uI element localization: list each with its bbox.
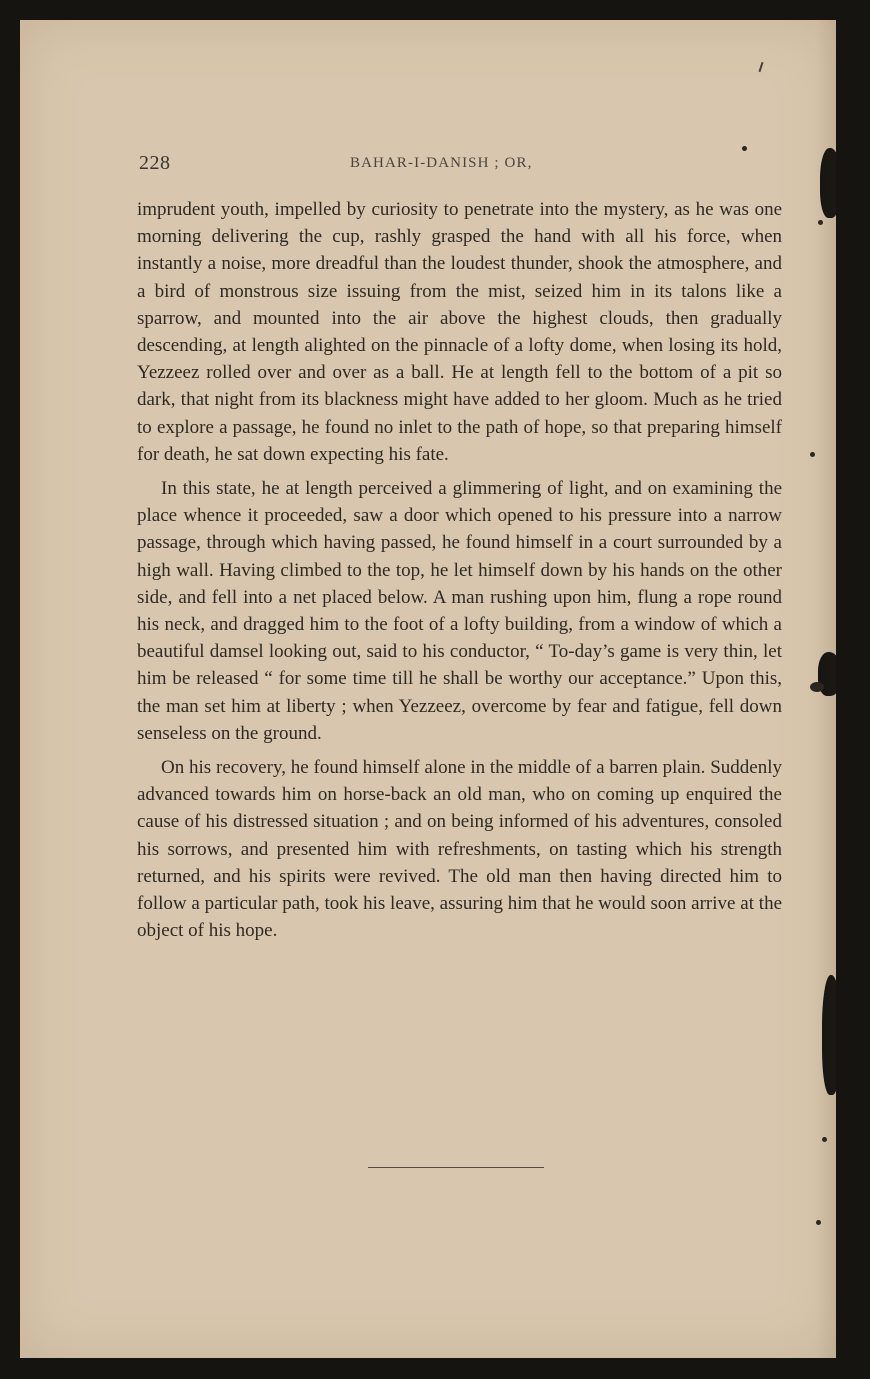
- book-page: [20, 20, 836, 1358]
- body-text: [137, 196, 782, 951]
- paragraph-3: On his recovery, he found himself alone in the middle of a barren plain. Suddenly advanced towards him on horse-back an old man, who on coming up enquired the cause of his distressed situation ; and on being informed of his adventures, consoled his sorrows, and presented him with refreshments, on tasting which his strength returned, and his spirits were revived. The old man then having directed him to follow a particular path, took his leave, assuring him that he would soon arrive at the object of his hope.: [137, 757, 782, 942]
- ink-speck: [810, 682, 824, 692]
- ink-speck: [742, 146, 747, 151]
- edge-stain: [820, 148, 842, 218]
- section-end-rule: [368, 1167, 544, 1168]
- edge-stain: [818, 652, 842, 696]
- paragraph-2: In this state, he at length perceived a glimmering of light, and on examining the place whence it proceeded, saw a door which opened to his pressure into a narrow passage, through which having passed, he found himself in a court surrounded by a high wall. Having climbed to the top, he let himself down by his hands on the other side, and fell into a net placed below. A man rushing upon him, flung a rope round his neck, and dragged him to the foot of a lofty building, from a window of which a beautiful damsel looking out, said to his conductor, “ To-day’s game is very thin, let him be released “ for some time till he shall be worthy our acceptance.” Upon this, the man set him at liberty ; when Yezzeez, overcome by fear and fatigue, fell down senseless on the ground.: [137, 478, 782, 744]
- edge-stain: [822, 975, 842, 1095]
- page-number: 228: [139, 152, 171, 174]
- ink-speck: [810, 452, 815, 457]
- pencil-mark: [759, 62, 764, 72]
- ink-speck: [822, 1137, 827, 1142]
- running-head: BAHAR-I-DANISH ; OR,: [350, 155, 533, 171]
- paragraph-1: imprudent youth, impelled by curiosity to penetrate into the mystery, as he was one morning delivering the cup, rashly grasped the hand with all his force, when instantly a noise, more dreadful than the loudest thunder, shook the atmosphere, and a bird of monstrous size issuing from the mist, seized him in its talons like a sparrow, and mounted into the air above the highest clouds, then gradually descending, at length alighted on the pinnacle of a lofty dome, when losing its hold, Yezzeez rolled over and over as a ball. He at length fell to the bottom of a pit so dark, that night from its blackness might have added to her gloom. Much as he tried to explore a passage, he found no inlet to the path of hope, so that preparing himself for death, he sat down expecting his fate.: [137, 199, 782, 465]
- ink-speck: [816, 1220, 821, 1225]
- ink-speck: [818, 220, 823, 225]
